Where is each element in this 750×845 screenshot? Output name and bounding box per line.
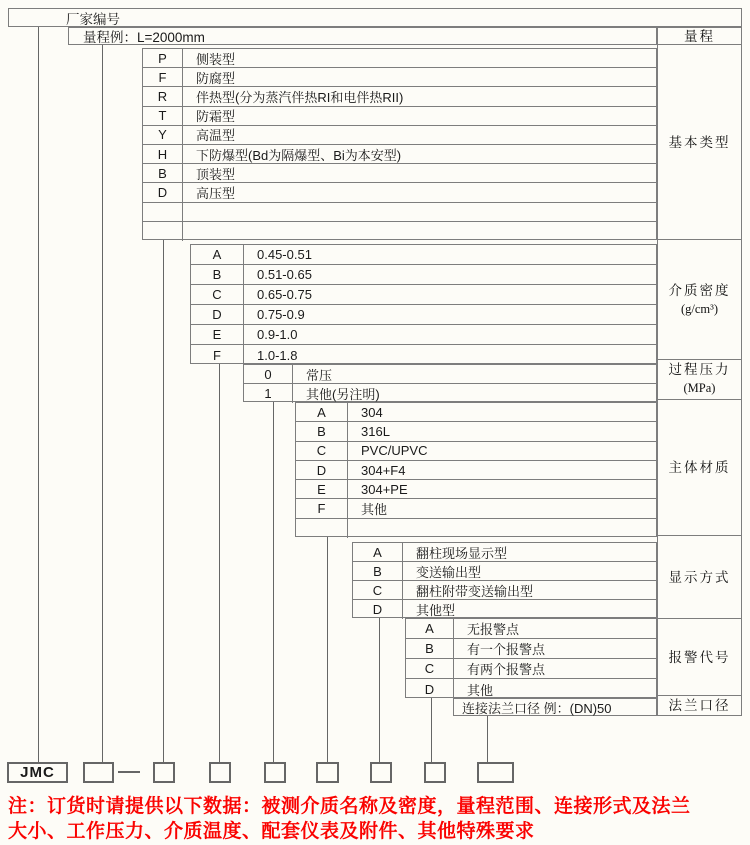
- table-row: [143, 68, 656, 87]
- row-code: C: [353, 581, 403, 599]
- table-row: [191, 345, 656, 365]
- table-row: [296, 403, 656, 422]
- row-code: A: [296, 403, 348, 421]
- table-row: [406, 639, 656, 659]
- table-row: [296, 519, 656, 538]
- row-code: C: [191, 285, 244, 304]
- table-row: [143, 164, 656, 183]
- row-code: 0: [244, 365, 293, 383]
- row-desc: 下防爆型(Bd为隔爆型、Bi为本安型): [196, 147, 402, 163]
- table-row: [406, 619, 656, 639]
- row-desc: 翻柱现场显示型: [416, 545, 508, 561]
- table-row: [353, 562, 656, 581]
- model-prefix-box: [7, 762, 68, 783]
- flange-size-text: 连接法兰口径 例：(DN)50: [462, 700, 612, 716]
- alarm-code-block: [405, 618, 657, 698]
- category-label-basic-type: 基本类型: [658, 45, 741, 240]
- connector-line-basic-type: [163, 240, 164, 762]
- row-desc: [348, 519, 656, 538]
- row-desc: 其他: [467, 682, 494, 698]
- table-row: [143, 222, 656, 241]
- row-desc: PVC/UPVC: [361, 443, 428, 459]
- category-label-display-mode: 显示方式: [658, 536, 741, 619]
- row-desc: 0.9-1.0: [257, 327, 298, 342]
- row-desc: 高温型: [196, 128, 236, 144]
- row-desc: 有一个报警点: [467, 642, 546, 657]
- row-code: B: [191, 265, 244, 284]
- table-row: [353, 581, 656, 600]
- table-row: [191, 325, 656, 345]
- process-pressure-block: [243, 364, 657, 402]
- category-label-alarm-code: 报警代号: [658, 619, 741, 696]
- row-code: [296, 519, 348, 538]
- row-desc: 变送输出型: [416, 564, 482, 580]
- row-desc: 0.75-0.9: [257, 307, 305, 322]
- row-desc: 0.45-0.51: [257, 247, 312, 262]
- model-digit-box-display: [370, 762, 392, 783]
- table-row: [143, 49, 656, 68]
- row-code: H: [143, 145, 183, 163]
- order-note: [8, 794, 748, 844]
- row-desc: [183, 203, 656, 221]
- order-note-line1: 注：订货时请提供以下数据：被测介质名称及密度，量程范围、连接形式及法兰: [8, 796, 691, 817]
- table-row: [353, 600, 656, 619]
- category-label-flange-size: 法兰口径: [668, 697, 731, 713]
- model-digit-box-alarm: [424, 762, 446, 783]
- table-row: [143, 203, 656, 222]
- row-desc: 防霜型: [196, 109, 236, 125]
- row-code: P: [143, 49, 183, 67]
- row-desc: 有两个报警点: [467, 662, 546, 677]
- connector-line-display: [379, 618, 380, 762]
- table-row: [191, 305, 656, 325]
- row-code: C: [296, 442, 348, 460]
- row-code: D: [191, 305, 244, 324]
- body-material-block: [295, 402, 657, 537]
- manufacturer-number-row: [8, 8, 742, 27]
- row-desc: 防腐型: [196, 70, 236, 86]
- row-desc: 304: [361, 404, 383, 420]
- model-code-dash: [118, 771, 140, 773]
- row-desc: 304+F4: [361, 462, 406, 478]
- row-code: F: [143, 68, 183, 86]
- row-desc: 其他(另注明): [306, 387, 380, 402]
- row-code: R: [143, 87, 183, 105]
- model-digit-box-material: [316, 762, 339, 783]
- row-desc: 翻柱附带变送输出型: [416, 583, 534, 599]
- table-row: [191, 265, 656, 285]
- category-label-body-material: 主体材质: [658, 400, 741, 537]
- table-row: [296, 461, 656, 480]
- connector-line-range: [102, 45, 103, 762]
- category-label-range: 量程: [658, 28, 741, 45]
- row-code: D: [406, 679, 454, 699]
- model-digit-box-basic-type: [153, 762, 175, 783]
- row-code: 1: [244, 384, 293, 403]
- flange-size-row: [453, 698, 657, 716]
- row-code: Y: [143, 126, 183, 144]
- row-code: T: [143, 107, 183, 125]
- row-code: A: [353, 543, 403, 561]
- connector-line-flange: [487, 716, 488, 762]
- row-desc: 其他: [361, 502, 388, 518]
- table-row: [296, 422, 656, 441]
- table-row: [296, 499, 656, 518]
- table-row: [143, 87, 656, 106]
- range-example-row: [68, 27, 657, 45]
- row-desc: 316L: [361, 423, 390, 439]
- row-code: [143, 203, 183, 221]
- category-label-column: [657, 27, 742, 716]
- row-desc: 侧装型: [196, 51, 236, 67]
- row-desc: 0.65-0.75: [257, 287, 312, 302]
- row-code: B: [296, 422, 348, 440]
- table-row: [143, 145, 656, 164]
- table-row: [296, 480, 656, 499]
- table-row: [296, 442, 656, 461]
- row-code: E: [191, 325, 244, 344]
- row-desc: 伴热型(分为蒸汽伴热RI和电伴热RII): [196, 89, 404, 105]
- row-code: A: [406, 619, 454, 638]
- model-digit-box-flange: [477, 762, 514, 783]
- connector-line-alarm: [431, 698, 432, 762]
- row-desc: 其他型: [416, 603, 456, 618]
- row-code: E: [296, 480, 348, 498]
- row-code: B: [143, 164, 183, 182]
- row-code: D: [143, 183, 183, 201]
- model-digit-box-range: [83, 762, 114, 783]
- model-digit-box-pressure: [264, 762, 286, 783]
- row-code: D: [296, 461, 348, 479]
- category-label-medium-density: 介质密度 (g/cm³): [658, 240, 741, 360]
- model-prefix-text: JMC: [20, 764, 55, 781]
- table-row: [143, 107, 656, 126]
- table-row: [406, 679, 656, 699]
- row-code: F: [296, 499, 348, 517]
- row-desc: [183, 222, 656, 241]
- order-note-line2: 大小、工作压力、介质温度、配套仪表及附件、其他特殊要求: [8, 821, 535, 842]
- table-row: [406, 659, 656, 679]
- table-row: [191, 245, 656, 265]
- row-desc: 1.0-1.8: [257, 347, 298, 363]
- table-row: [353, 543, 656, 562]
- connector-line-density: [219, 364, 220, 762]
- row-desc: 0.51-0.65: [257, 267, 312, 282]
- row-desc: 常压: [306, 367, 333, 383]
- basic-type-block: [142, 48, 657, 240]
- manufacturer-number-label: 厂家编号: [66, 11, 120, 27]
- row-desc: 高压型: [196, 185, 236, 201]
- table-row: [244, 365, 656, 384]
- table-row: [143, 183, 656, 202]
- display-mode-block: [352, 542, 657, 618]
- medium-density-block: [190, 244, 657, 364]
- row-code: F: [191, 345, 244, 365]
- row-desc: 无报警点: [467, 622, 520, 637]
- row-desc: 顶装型: [196, 166, 236, 182]
- row-code: D: [353, 600, 403, 619]
- table-row: [143, 126, 656, 145]
- connector-line-manufacturer: [38, 27, 39, 762]
- model-digit-box-density: [209, 762, 231, 783]
- table-row: [244, 384, 656, 403]
- connector-line-pressure: [273, 402, 274, 762]
- row-code: B: [406, 639, 454, 658]
- category-label-process-pressure: 过程压力 (MPa): [658, 360, 741, 400]
- row-desc: 304+PE: [361, 481, 408, 497]
- range-example-text: 量程例：L=2000mm: [83, 30, 205, 45]
- table-row: [191, 285, 656, 305]
- row-code: B: [353, 562, 403, 580]
- connector-line-material: [327, 537, 328, 762]
- row-code: [143, 222, 183, 241]
- row-code: C: [406, 659, 454, 678]
- row-code: A: [191, 245, 244, 264]
